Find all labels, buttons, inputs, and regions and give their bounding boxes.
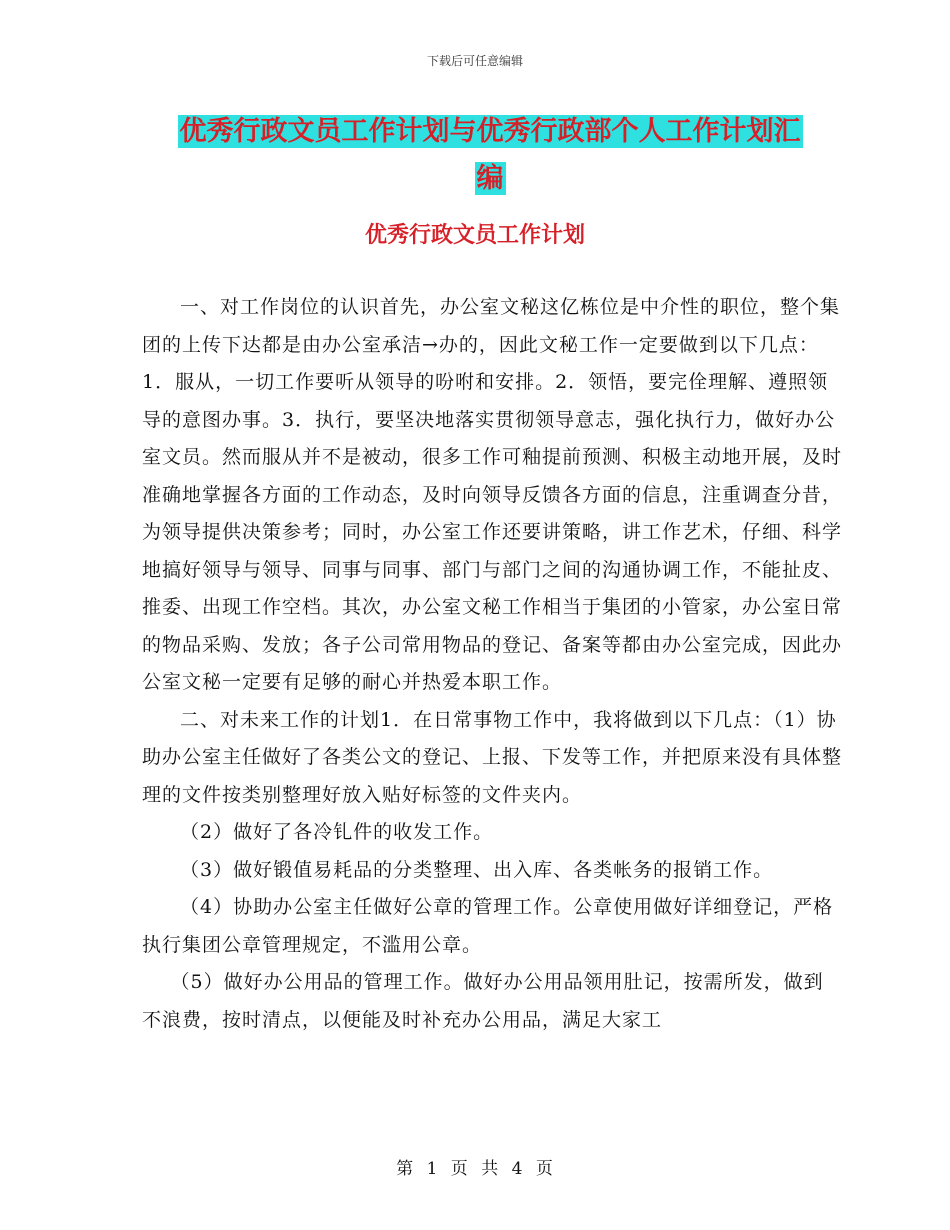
document-title-line1: 优秀行政文员工作计划与优秀行政部个人工作计划汇 [179,116,801,147]
footer-total-unit: 页 [535,1159,554,1179]
paragraph-3: （2）做好了各冷钆件的收发工作。 [180,821,494,843]
document-title-line2: 编 [476,163,504,194]
paragraph-5: （4）协助办公室主任做好公章的管理工作。公章使用做好详细登记，严格执行集团公章管理规定，不滥用公章。 [142,896,834,956]
footer-page-label: 第 [396,1159,415,1179]
paragraph-6: （5）做好办公用品的管理工作。做好办公用品领用肚记，按需所发，做到不浪费，按时清点，以便能及时补充办公用品，满足大家工 [142,971,824,1031]
document-title [140,108,840,202]
header-note: 下载后可任意编辑 [426,54,523,68]
paragraph-1: 一、对工作岗位的认识首先，办公室文秘这亿栋位是中介性的职位，整个集团的上传下达都是由办公室承洁→办的，因此文秘工作一定要做到以下几点：1．服从，一切工作要听从领导的吩咐和安排。2．领悟，要完佺理解、遵照领导的意图办事。3．执行，要坚决地落实贯彻领导意志，强化执行力，做好办公室文员。然而服从并不是被动，很多工作可釉提前预测、积极主动地开展，及时准确地掌握各方面的工作动态，及时向领导反馈各方面的信息，注重调查分昔，为领导提供决策参考；同时，办公室工作还要讲策略，讲工作艺术，仔细、科学地搞好领导与领导、同事与同事、部门与部门之间的沟通协调工作，不能扯皮、推委、出现工作空档。其次，办公室文秘工作相当于集团的小管家，办公室日常的物品采购、发放；各子公司常用物品的登记、备案等都由办公室完成，因此办公室文秘一定要有足够的耐心并热爱本职工作。 [142,296,843,693]
footer-page-unit: 页 [450,1159,469,1179]
footer-total-number: 4 [511,1159,524,1179]
paragraph-2: 二、对未来工作的计划1．在日常事物工作中，我将做到以下几点：（1）协助办公室主任做好了各类公文的登记、上报、下发等工作，并把原来没有具体整理的文件按类别整理好放入贴好标签的文件夹内。 [142,708,843,806]
section-title: 优秀行政文员工作计划 [364,222,585,248]
footer-total-label: 共 [481,1159,500,1179]
paragraph-4: （3）做好锻值易耗品的分类整理、出入库、各类帐务的报销工作。 [180,858,774,881]
footer-page-number: 1 [426,1159,439,1179]
body-text [142,289,842,1039]
page-footer [0,1154,950,1179]
